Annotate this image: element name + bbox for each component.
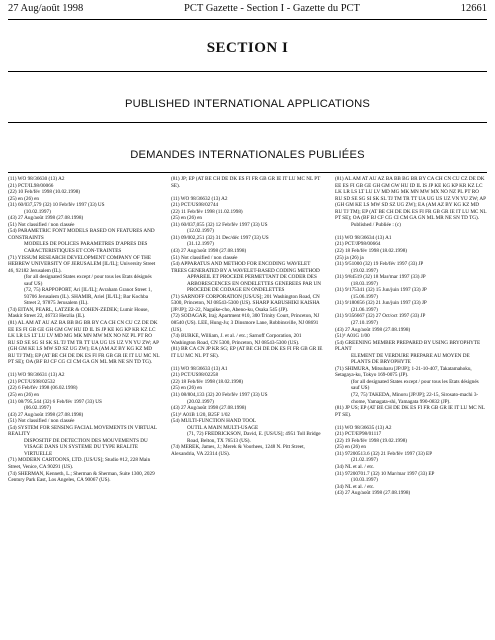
divider-rule <box>8 172 487 173</box>
entry-line: (71) SARNOFF CORPORATION [US/US]; 201 Washington Road, CN 5300, Princeton, NJ 08543-5300 (US). SHARP KABUSHIKI KAISHA [JP/JP]; 22-22, Nagaike-cho, Abeno-ku, Osaka 545 (JP). <box>171 293 320 313</box>
entry-line: (22) 19 Feb/fév 1998 (19.02.1998) <box>335 437 408 444</box>
entry-line: Published / Publiée : (c) <box>351 221 401 228</box>
entry-line: (74) EITAN, PEARL, LATZER & COHEN-ZEDEK; Lumir House, Maskit Street 22, 46733 Herzlia (IL). <box>8 306 149 320</box>
heading-french: DEMANDES INTERNATIONALES PUBLIÉES <box>130 149 365 161</box>
entry-line: DISPOSITIF DE DETECTION DES MOUVEMENTS DU VISAGE DANS UN SYSTEME DU TYPE REALITE VIRTUELLE <box>24 437 148 457</box>
entry-line: (71) YISSUM RESEARCH DEVELOPMENT COMPANY OF THE HEBREW UNIVERSITY OF JERUSALEM [IL/IL]; University Street 46, 92182 Jerusalem (IL). <box>8 254 156 274</box>
entry-line: (31) 97200701.7 (32) 10 Mar/mar 1997 (33) EP <box>335 470 435 477</box>
entry-line: (25) ja (26) ja <box>335 254 364 261</box>
entry-line: (11) WO 98/36635 (13) A2 <box>335 424 392 431</box>
entry-line: (72, 75) RAPPOPORT, Ari [IL/IL]; Avraham Granot Street 1, 93706 Jerusalem (IL). SHAMIR, Ariel [IL/IL]; Bar Kochba Street 2, 97875 Jerusalem (IL). <box>24 287 152 307</box>
entry-line: (21.02.1997) <box>351 457 378 464</box>
header-title: PCT Gazette - Section I - Gazette du PCT <box>184 3 360 14</box>
entry-line: (51) Not classified / non classée <box>8 418 75 425</box>
entry-line: (12.02.1997) <box>187 228 214 235</box>
entry-line: (31.12.1997) <box>187 241 214 248</box>
entry-line: (21.06.1997) <box>351 306 378 313</box>
entry-line: (31) 60/037,055 (32) 12 Feb/fév 1997 (33) US <box>171 221 268 228</box>
entry-line: (06.02.1997) <box>24 405 51 412</box>
entry-line: (19.02.1997) <box>351 267 378 274</box>
entry-line: (for all designated States except / pour tous les Etats désignés sauf US) <box>351 378 479 392</box>
divider-rule <box>8 122 487 123</box>
entries-area <box>8 176 487 638</box>
entry-line: (54) APPARATUS AND METHOD FOR ENCODING WAVELET TREES GENERATED BY A WAVELET-BASED CODING METHOD <box>171 261 320 274</box>
entry-line: (54) GREENING MEMBER PREPARED BY USING BRYOPHYTE PLANT <box>335 339 481 353</box>
entry-line: APPAREIL ET PROCEDE PERMETTANT DE CODER DES ARBORESCENCES EN ONDELETTES GENEREES PAR UN PROCEDE DE CODAGE EN ONDELETTES <box>187 274 321 294</box>
entry-line: (31) 97200513.6 (32) 21 Feb/fév 1997 (33) EP <box>335 450 433 457</box>
entry-line: (22) 11 Feb/fév 1998 (11.02.1998) <box>171 208 243 215</box>
entry-line: (22) 6 Feb/fév 1998 (06.02.1998) <box>8 385 78 392</box>
entry-line: (81) AL AM AT AU AZ BA BB BG BR BY CA CH CN CU CZ DE DK EE ES FI GB GE GH GM GW HU ID IL IS JP KE KG KP KR KZ LC LK LR LS LT LU LV MD MG MK MN MW MX NO NZ PL PT RO RU SD SE SG SI SK SL TJ TM TR TT UA UG US UZ VN YU ZW; AP (GH GM KE LS MW SD SZ UG ZW); EA (AM AZ BY KG KZ MD RU TJ TM); EP (AT BE CH DE DK ES FI FR GB GR IE IT LU MC NL PT SE); OA (BF BJ CF CG CI CM GA GN ML MR NE SN TD TG). <box>8 320 160 366</box>
entry-line: (31) 08/804,133 (32) 20 Feb/fév 1997 (33) US <box>171 391 268 398</box>
entry-line: (71) SHIMURA, Mitsuharu [JP/JP]; 1-21-10-407, Takatamahoku, Setagaya-ku, Tokyo 169-0075 (JP). <box>335 365 472 379</box>
entry-line: (43) 27 Aug/août 1998 (27.08.1998) <box>8 215 84 222</box>
entry-line: (71) MODERN CARTOONS, LTD. [US/US]; Studio #12, 228 Main Street, Venice, CA 90291 (US). <box>8 457 151 471</box>
entry-line: (31) 9/175341 (32) 15 Jun/juin 1997 (33) JP <box>335 287 427 294</box>
entry-line: (72, 75) TAKEDA, Minoru [JP/JP]; 22-15, Sirosato-machi 3-chome, Yamagata-shi, Yamagata 990-0832 (JP). <box>351 392 479 405</box>
entry-line: (31) 09/002,251 (32) 31 Dec/déc 1997 (33) US <box>171 234 269 241</box>
entry-line: (74) BURKE, William, J. et al. / etc.; Sarnoff Corporation, 201 Washington Road, CN 5300, Princeton, NJ 08543-5300 (US). <box>171 333 302 346</box>
entry-line: (54) PARAMETRIC FONT MODELS BASED ON FEATURES AND CONSTRAINTS <box>8 228 155 241</box>
entry-line: (81) JP; EP (AT BE CH DE DK ES FI FR GB GR IE IT LU MC NL PT SE). <box>171 176 321 189</box>
entry-line: (81) JP US; EP (AT BE CH DE DK ES FI FR GB GR IE IT LU MC NL PT SE). <box>335 405 485 418</box>
entry-line: (51)⁶ A01B 1/20, B25F 1/02 <box>171 411 231 418</box>
entry-line: (10.03.1997) <box>351 477 378 484</box>
entry-line: (25) en (26) en <box>8 195 39 202</box>
entry-line: (43) 27 Aug/août 1998 (27.08.1998) <box>8 411 84 418</box>
entry-line: (43) 27 Aug/août 1998 (27.08.1998) <box>335 490 411 497</box>
entry-line: (27.10.1997) <box>351 319 378 326</box>
entry-line: (11) WO 98/36633 (13) A1 <box>171 365 228 372</box>
entry-line: (25) en (26) en <box>171 385 202 392</box>
entry-line: (51)⁶ A01G 1/00 <box>335 333 370 340</box>
entry-line: (31) 9/84519 (32) 18 Mar/mar 1997 (33) JP <box>335 274 426 281</box>
entry-line: (21) PCT/JP98/00664 <box>335 241 381 248</box>
entry-line: (74) SHERMAN, Kenneth, L.; Sherman & Sherman, Suite 1300, 2029 Century Park East, Los Angeles, CA 90067 (US). <box>8 470 155 484</box>
entry-line: (34) NL et al. / etc. <box>335 463 375 470</box>
entry-line: (25) en (26) en <box>335 444 366 451</box>
entry-line: (81) BR CA CN JP KR SG; EP (AT BE CH DE DK ES FI FR GB GR IE IT LU MC NL PT SE). <box>171 346 323 359</box>
entry-line: (21) PCT/EP98/01117 <box>335 431 382 438</box>
entry-line: (72) SODAGAR, Iraj; Apartment #10, 300 Trinity Court, Princeton, NJ 08540 (US). LEE, Hung-Ju; 3 Dinsmore Lane, Robbinsville, NJ 08691 (US). <box>171 313 320 333</box>
entry-line: (31) 9/356667 (32) 27 Oct/oct 1997 (33) JP <box>335 313 426 320</box>
entry-line: (22) 18 Feb/fév 1998 (18.02.1998) <box>171 378 244 385</box>
entry-line: (25) en (26) en <box>171 215 202 222</box>
header-date: 27 Aug/août 1998 <box>8 3 84 14</box>
entry-line: (51) Not classified / non classée <box>171 254 238 261</box>
entry-line: (74) MEREK, James, J.; Merek & Voorhees, 1248 N. Pitt Street, Alexandria, VA 22314 (US). <box>171 444 305 457</box>
entry-line: (11) WO 98/36632 (13) A2 <box>171 195 228 202</box>
entry-line: (81) AL AM AT AU AZ BA BB BG BR BY CA CH CN CU CZ DE DK EE ES FI GB GE GH GM GW HU ID IL IS JP KE KG KP KR KZ LC LK LR LS LT LU LV MD MG MK MN MW MX NO NZ PL PT RO RU SD SE SG SI SK SL TJ TM TR TT UA UG US UZ VN YU ZW; AP (GH GM KE LS MW SD SZ UG ZW); EA (AM AZ BY KG KZ MD RU TJ TM); EP (AT BE CH DE DK ES FI FR GB GR IE IT LU MC NL PT SE); OA (BF BJ CF CG CI CM GA GN ML MR NE SN TD TG). <box>335 176 487 222</box>
entry-line: (21) PCT/US98/02744 <box>171 202 219 209</box>
header-rule <box>8 19 487 20</box>
entry-line: (22) 18 Feb/fév 1998 (18.02.1998) <box>335 247 408 254</box>
entry-line: (10.02.1997) <box>24 208 51 215</box>
entry-line: (18.03.1997) <box>351 280 378 287</box>
entry-line: (43) 27 Aug/août 1998 (27.08.1998) <box>335 326 411 333</box>
section-title: SECTION I <box>206 40 289 56</box>
entry-line: (54) MULTI-FUNCTION HAND TOOL <box>171 418 257 425</box>
entry-line: (11) WO 98/36630 (13) A2 <box>8 176 65 182</box>
header-page-number: 12661 <box>460 3 487 14</box>
entry-line: (21) PCT/US98/02532 <box>8 378 56 385</box>
entry-line: ELEMENT DE VERDURE PREPARE AU MOYEN DE PLANTS DE BRYOPHYTE <box>351 352 470 366</box>
entry-line: (34) NL et al. / etc. <box>335 483 375 490</box>
entry-line: (31) 9/180656 (32) 21 Jun/juin 1997 (33) JP <box>335 300 427 307</box>
entry-line: (31) 60/037,579 (32) 10 Feb/fév 1997 (33) US <box>8 202 105 209</box>
divider-rule <box>8 71 487 72</box>
entry-line: (51) Not classified / non classée <box>8 221 75 228</box>
entry-line: (31) 08/795,544 (32) 6 Feb/fév 1997 (33) US <box>8 398 102 405</box>
page-header <box>8 3 487 17</box>
entries-column-1 <box>8 176 160 484</box>
entry-line: (54) SYSTEM FOR SENSING FACIAL MOVEMENTS IN VIRTUAL REALITY <box>8 424 157 438</box>
entry-line: (22) 10 Feb/fév 1998 (10.02.1998) <box>8 189 81 196</box>
entries-column-2 <box>171 176 323 457</box>
entry-line: (11) WO 98/36634 (13) A1 <box>335 234 392 241</box>
entry-line: (15.06.1997) <box>351 293 378 300</box>
entry-line: (71, 72) FREDRICKSON, David, E. [US/US]; 4951 Toll Bridge Road, Belton, TX 76513 (US). <box>187 431 321 444</box>
entry-line: MODELES DE POLICES PARAMETRES D'APRES DES CARACTERISTIQUES ET CON-TRAINTES <box>24 241 148 255</box>
entry-line: (21) PCT/US98/02258 <box>171 372 219 379</box>
entry-line: (43) 27 Aug/août 1998 (27.08.1998) <box>171 247 247 254</box>
entry-line: OUTIL A MAIN MULTI-USAGE <box>187 424 259 431</box>
heading-english: PUBLISHED INTERNATIONAL APPLICATIONS <box>124 98 371 110</box>
entry-line: (25) en (26) en <box>8 392 39 398</box>
entry-line: (11) WO 98/36631 (13) A2 <box>8 372 65 379</box>
entry-line: (43) 27 Aug/août 1998 (27.08.1998) <box>171 405 247 412</box>
entries-column-3 <box>335 176 487 497</box>
entry-line: (20.02.1997) <box>187 398 214 405</box>
entry-line: (for all designated States except / pour tous les Etats désignés sauf US) <box>24 274 152 287</box>
entry-line: (31) 9/51000 (32) 19 Feb/fév 1997 (33) JP <box>335 261 424 268</box>
entry-line: (21) PCT/IL98/00066 <box>8 182 54 189</box>
